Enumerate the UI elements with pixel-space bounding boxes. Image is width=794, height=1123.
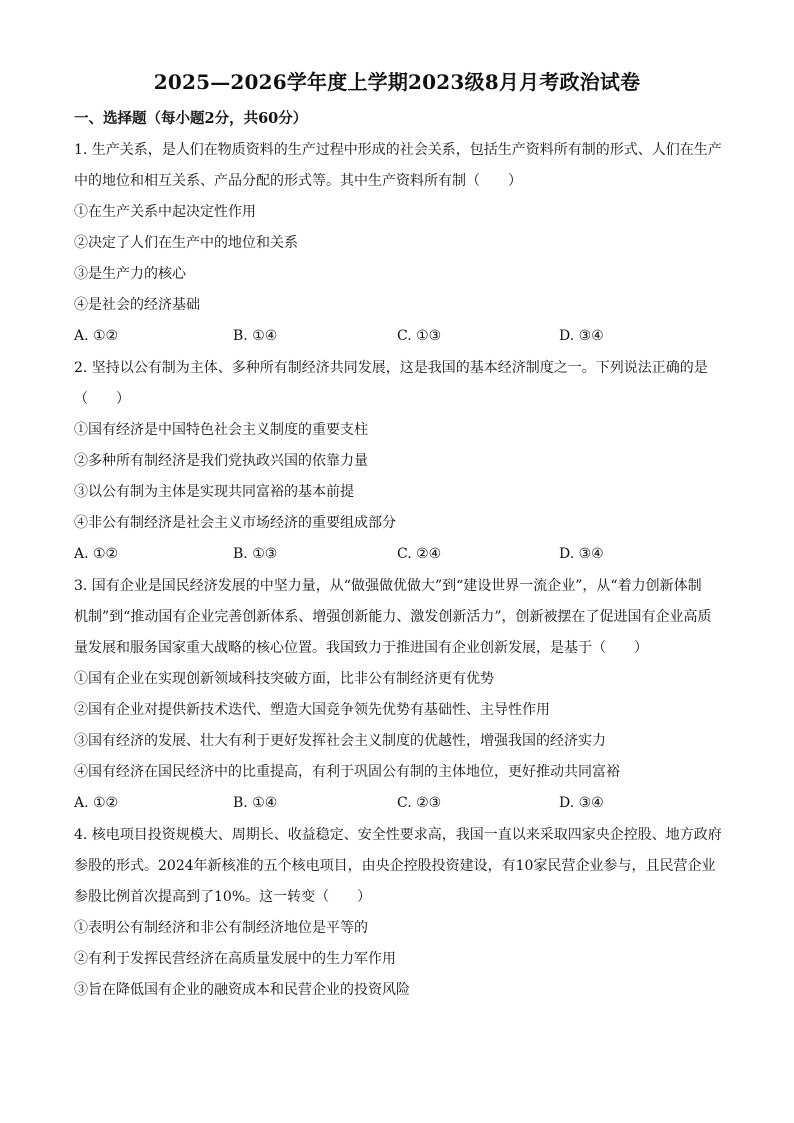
q2-stem-line-1: 2. 坚持以公有制为主体、多种所有制经济共同发展，这是我国的基本经济制度之一。下列说法正确的是 — [74, 360, 708, 376]
q1-statement-1: ①在生产关系中起决定性作用 — [74, 204, 256, 220]
q3-option-d[interactable]: D. ③④ — [559, 795, 604, 811]
q1-statement-2: ②决定了人们在生产中的地位和关系 — [74, 235, 298, 251]
q4-statement-2: ②有利于发挥民营经济在高质量发展中的生力军作用 — [74, 951, 396, 967]
q3-stem-line-2: 机制”到“推动国有企业完善创新体系、增强创新能力、激发创新活力”，创新被摆在了促进国有企业高质 — [74, 609, 712, 625]
q3-option-c[interactable]: C. ②③ — [397, 795, 442, 811]
q2-option-b[interactable]: B. ①③ — [233, 546, 278, 562]
q1-statement-4: ④是社会的经济基础 — [74, 297, 200, 313]
q2-statement-1: ①国有经济是中国特色社会主义制度的重要支柱 — [74, 422, 368, 438]
q3-stem-line-3: 量发展和服务国家重大战略的核心位置。我国致力于推进国有企业创新发展，是基于（ ） — [74, 640, 648, 656]
q1-options — [74, 326, 734, 346]
q1-stem-line-2: 中的地位和相互关系、产品分配的形式等。其中生产资料所有制（ ） — [74, 173, 522, 189]
q3-option-b[interactable]: B. ①④ — [233, 795, 278, 811]
q2-options — [74, 544, 734, 564]
q2-statement-4: ④非公有制经济是社会主义市场经济的重要组成部分 — [74, 515, 396, 531]
q2-statement-3: ③以公有制为主体是实现共同富裕的基本前提 — [74, 484, 354, 500]
q3-statement-1: ①国有企业在实现创新领域科技突破方面，比非公有制经济更有优势 — [74, 671, 494, 687]
q1-option-b[interactable]: B. ①④ — [233, 328, 278, 344]
q1-stem-line-1: 1. 生产关系，是人们在物质资料的生产过程中形成的社会关系，包括生产资料所有制的形式、人们在生产 — [74, 142, 722, 158]
q3-options — [74, 793, 734, 813]
q2-option-c[interactable]: C. ②④ — [397, 546, 442, 562]
q4-stem-line-2: 参股的形式。2024年新核准的五个核电项目，由央企控股投资建设，有10家民营企业参与，且民营企业 — [74, 858, 716, 874]
q1-option-c[interactable]: C. ①③ — [397, 328, 442, 344]
q1-statement-3: ③是生产力的核心 — [74, 266, 186, 282]
q1-option-a[interactable]: A. ①② — [74, 328, 119, 344]
q3-option-a[interactable]: A. ①② — [74, 795, 119, 811]
exam-title: 2025—2026学年度上学期2023级8月月考政治试卷 — [153, 70, 641, 94]
q2-statement-2: ②多种所有制经济是我们党执政兴国的依靠力量 — [74, 453, 368, 469]
q3-statement-4: ④国有经济在国民经济中的比重提高，有利于巩固公有制的主体地位，更好推动共同富裕 — [74, 764, 620, 780]
q4-statement-3: ③旨在降低国有企业的融资成本和民营企业的投资风险 — [74, 982, 410, 998]
q2-option-d[interactable]: D. ③④ — [559, 546, 604, 562]
q4-stem-line-3: 参股比例首次提高到了10%。这一转变（ ） — [74, 889, 372, 905]
q1-option-d[interactable]: D. ③④ — [559, 328, 604, 344]
q2-stem-line-2: （ ） — [74, 391, 130, 407]
section-heading: 一、选择题（每小题2分，共60分） — [74, 110, 308, 127]
q3-stem-line-1: 3. 国有企业是国民经济发展的中坚力量，从“做强做优做大”到“建设世界一流企业”，从“着力创新体制 — [74, 578, 702, 594]
q3-statement-3: ③国有经济的发展、壮大有利于更好发挥社会主义制度的优越性，增强我国的经济实力 — [74, 733, 606, 749]
q4-statement-1: ①表明公有制经济和非公有制经济地位是平等的 — [74, 920, 368, 936]
q3-statement-2: ②国有企业对提供新技术迭代、塑造大国竞争领先优势有基础性、主导性作用 — [74, 702, 550, 718]
q4-stem-line-1: 4. 核电项目投资规模大、周期长、收益稳定、安全性要求高，我国一直以来采取四家央企控股、地方政府 — [74, 827, 722, 843]
q2-option-a[interactable]: A. ①② — [74, 546, 119, 562]
